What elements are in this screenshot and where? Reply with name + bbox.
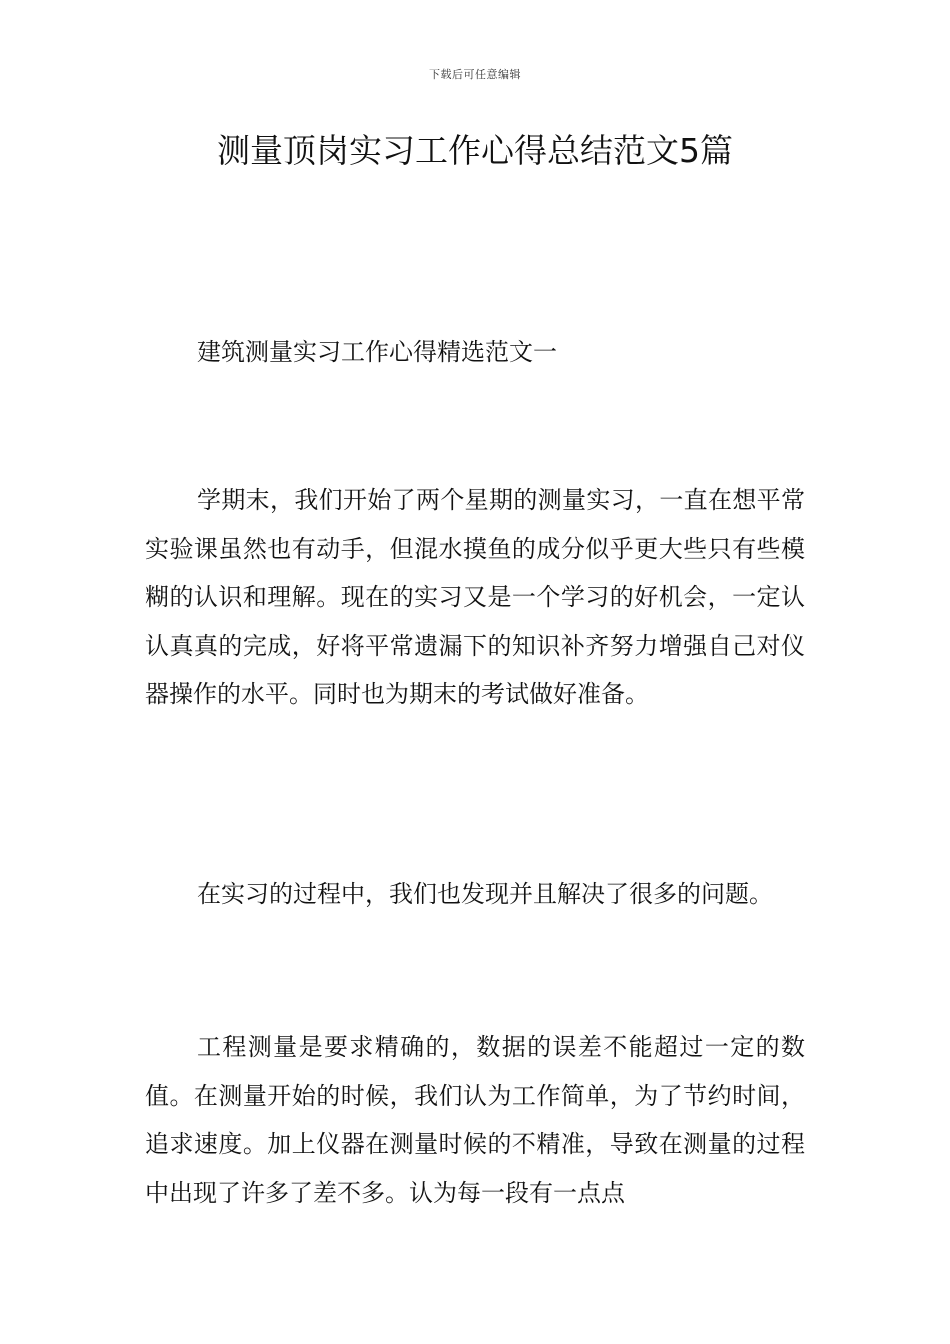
paragraph-1: 学期末，我们开始了两个星期的测量实习，一直在想平常实验课虽然也有动手，但混水摸鱼的成分似乎更大些只有些模糊的认识和理解。现在的实习又是一个学习的好机会，一定认认真真的完成，好将平常遗漏下的知识补齐努力增强自己对仪器操作的水平。同时也为期末的考试做好准备。: [145, 486, 805, 708]
document-title: 测量顶岗实习工作心得总结范文5篇: [217, 131, 733, 170]
section-heading: 建筑测量实习工作心得精选范文一: [197, 338, 557, 366]
paragraph-2: 在实习的过程中，我们也发现并且解决了很多的问题。: [197, 880, 773, 908]
paragraph-3: 工程测量是要求精确的，数据的误差不能超过一定的数值。在测量开始的时候，我们认为工作简单，为了节约时间，追求速度。加上仪器在测量时候的不精准，导致在测量的过程中出现了许多了差不多。认为每一段有一点点: [145, 1033, 805, 1207]
header-note: 下载后可任意编辑: [429, 68, 521, 81]
